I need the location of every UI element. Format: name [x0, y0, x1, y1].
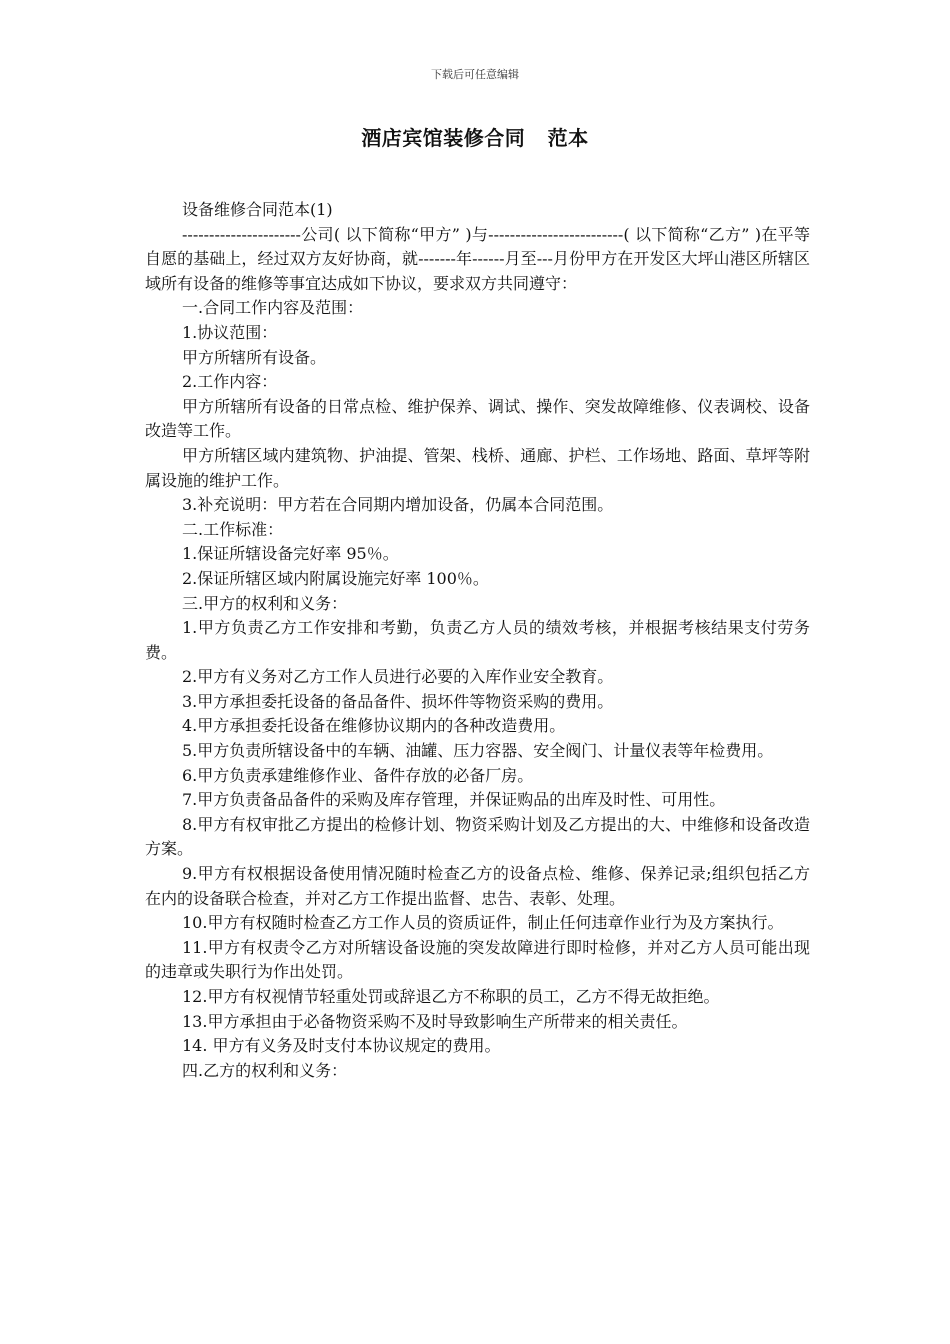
paragraph: 8.甲方有权审批乙方提出的检修计划、物资采购计划及乙方提出的大、中维修和设备改造方案。: [145, 814, 810, 859]
header-note: 下载后可任意编辑: [431, 68, 519, 81]
paragraph: 5.甲方负责所辖设备中的车辆、油罐、压力容器、安全阀门、计量仪表等年检费用。: [182, 741, 774, 761]
paragraph: 3.甲方承担委托设备的备品备件、损坏件等物资采购的费用。: [182, 691, 614, 711]
paragraph: 3.补充说明：甲方若在合同期内增加设备，仍属本合同范围。: [182, 495, 614, 515]
paragraph: 1.甲方负责乙方工作安排和考勤，负责乙方人员的绩效考核，并根据考核结果支付劳务费。: [145, 618, 810, 662]
document-title: 酒店宾馆装修合同 范本: [361, 126, 589, 150]
paragraph: 12.甲方有权视情节轻重处罚或辞退乙方不称职的员工，乙方不得无故拒绝。: [182, 987, 720, 1006]
section-heading: 三.甲方的权利和义务：: [182, 593, 348, 613]
document-body: [145, 198, 810, 1083]
paragraph: 6.甲方负责承建维修作业、备件存放的必备厂房。: [182, 765, 534, 785]
paragraph: 设备维修合同范本(1): [182, 200, 333, 219]
paragraph: 9.甲方有权根据设备使用情况随时检查乙方的设备点检、维修、保养记录;组织包括乙方在内的设备联合检查，并对乙方工作提出监督、忠告、表彰、处理。: [145, 864, 810, 908]
section-heading: 一.合同工作内容及范围：: [182, 298, 364, 318]
paragraph: 14. 甲方有义务及时支付本协议规定的费用。: [182, 1036, 501, 1056]
paragraph: 甲方所辖区域内建筑物、护油提、管架、栈桥、通廊、护栏、工作场地、路面、草坪等附属设施的维护工作。: [145, 445, 810, 490]
paragraph: 甲方所辖所有设备的日常点检、维护保养、调试、操作、突发故障维修、仪表调校、设备改造等工作。: [145, 396, 810, 441]
paragraph: 13.甲方承担由于必备物资采购不及时导致影响生产所带来的相关责任。: [182, 1011, 688, 1031]
paragraph: ----------------------公司( 以下简称“甲方” )与-------------------------( 以下简称“乙方” )在平等自愿的基础上，经过双方友好协商，就-------年------月至---月份甲方在开发区大坪山港区所辖区域所有设备的维修等事宜达成如下协议，要求双方共同遵守：: [145, 224, 810, 293]
section-heading: 四.乙方的权利和义务：: [182, 1060, 348, 1080]
paragraph: 7.甲方负责备品备件的采购及库存管理，并保证购品的出库及时性、可用性。: [182, 790, 726, 810]
paragraph: 1.协议范围：: [182, 322, 278, 342]
paragraph: 甲方所辖所有设备。: [182, 347, 327, 367]
paragraph: 2.工作内容：: [182, 372, 278, 392]
paragraph: 4.甲方承担委托设备在维修协议期内的各种改造费用。: [182, 716, 566, 736]
paragraph: 11.甲方有权责令乙方对所辖设备设施的突发故障进行即时检修，并对乙方人员可能出现的违章或失职行为作出处罚。: [145, 937, 810, 982]
paragraph: 2.甲方有义务对乙方工作人员进行必要的入库作业安全教育。: [182, 667, 614, 687]
paragraph: 10.甲方有权随时检查乙方工作人员的资质证件，制止任何违章作业行为及方案执行。: [182, 913, 784, 933]
paragraph: 2.保证所辖区域内附属设施完好率 100％。: [182, 568, 489, 588]
section-heading: 二.工作标准：: [182, 519, 284, 539]
paragraph: 1.保证所辖设备完好率 95％。: [182, 544, 399, 564]
